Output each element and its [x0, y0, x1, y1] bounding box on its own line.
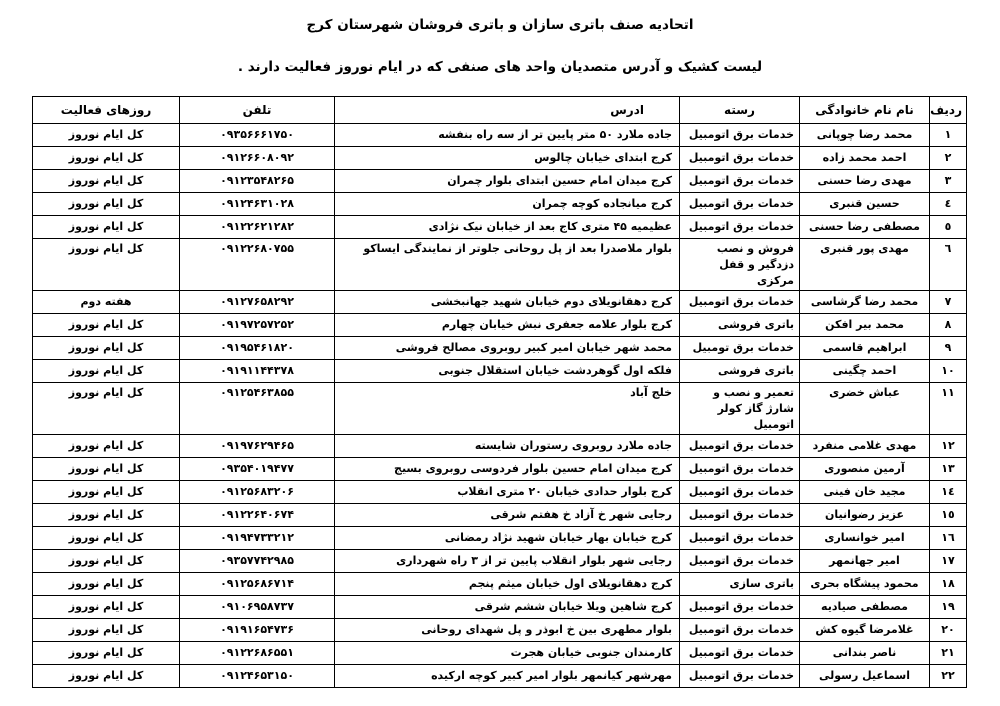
cell-address: کرج دهقانویلای اول خیابان میثم پنجم	[335, 573, 680, 596]
cell-row-number: ۱٥	[930, 504, 967, 527]
cell-address: کرج میدان امام حسین بلوار فردوسی روبروی بسیج	[335, 458, 680, 481]
cell-address: مهرشهر کیانمهر بلوار امیر کبیر کوچه ارکیده	[335, 665, 680, 688]
cell-address: خلج آباد	[335, 383, 680, 435]
cell-category: خدمات برق اتومبیل	[680, 665, 800, 688]
cell-days: کل ایام نوروز	[33, 216, 180, 239]
cell-category: خدمات برق اتومبیل	[680, 619, 800, 642]
cell-name: عزیز رضوانیان	[800, 504, 930, 527]
cell-category: خدمات برق اتومبیل	[680, 527, 800, 550]
cell-days: کل ایام نوروز	[33, 170, 180, 193]
table-row	[33, 481, 967, 504]
table-row	[33, 170, 967, 193]
cell-category: خدمات برق اتومبیل	[680, 504, 800, 527]
cell-days: کل ایام نوروز	[33, 193, 180, 216]
cell-days: کل ایام نوروز	[33, 504, 180, 527]
table-row	[33, 504, 967, 527]
cell-row-number: ۱۲	[930, 435, 967, 458]
header-name: نام نام خانوادگی	[800, 97, 930, 124]
cell-days: کل ایام نوروز	[33, 550, 180, 573]
cell-phone: ۰۹۱۲۶۶۰۸۰۹۲	[180, 147, 335, 170]
cell-address: کرج دهقانویلای دوم خیابان شهید جهانبخشی	[335, 291, 680, 314]
cell-days: کل ایام نوروز	[33, 573, 180, 596]
cell-address: عظیمیه ۴۵ متری کاج بعد از خیابان نیک نژادی	[335, 216, 680, 239]
cell-category: خدمات برق ائومبیل	[680, 481, 800, 504]
cell-row-number: ۱۰	[930, 360, 967, 383]
cell-name: مصطفی صیادیه	[800, 596, 930, 619]
cell-row-number: ۲۱	[930, 642, 967, 665]
cell-name: مجید خان فینی	[800, 481, 930, 504]
cell-row-number: ۱۱	[930, 383, 967, 435]
cell-row-number: ٦	[930, 239, 967, 291]
cell-row-number: ۲۰	[930, 619, 967, 642]
cell-days: هفته دوم	[33, 291, 180, 314]
cell-name: عباش خضری	[800, 383, 930, 435]
cell-phone: ۰۹۱۲۴۶۳۱۰۲۸	[180, 193, 335, 216]
cell-days: کل ایام نوروز	[33, 360, 180, 383]
table-row	[33, 124, 967, 147]
cell-row-number: ۱	[930, 124, 967, 147]
roster-table	[32, 96, 967, 688]
cell-phone: ۰۹۱۹۷۲۵۷۲۵۲	[180, 314, 335, 337]
cell-address: جاده ملارد ۵۰ متر پایین تر از سه راه بنفشه	[335, 124, 680, 147]
cell-name: محمد رضا چوپانی	[800, 124, 930, 147]
cell-days: کل ایام نوروز	[33, 619, 180, 642]
cell-phone: ۰۹۱۲۲۶۲۱۲۸۲	[180, 216, 335, 239]
cell-days: کل ایام نوروز	[33, 147, 180, 170]
table-row	[33, 193, 967, 216]
table-row	[33, 550, 967, 573]
cell-address: بلوار ملاصدرا بعد از پل روحانی جلوتر از نمایندگی ایساکو	[335, 239, 680, 291]
header-address: ادرس	[335, 97, 680, 124]
cell-phone: ۰۹۱۹۱۶۵۴۷۳۶	[180, 619, 335, 642]
cell-name: حسین قنبری	[800, 193, 930, 216]
cell-name: امیر خوانساری	[800, 527, 930, 550]
cell-name: احمد چگینی	[800, 360, 930, 383]
document-title: اتحادیه صنف باتری سازان و باتری فروشان شهرستان کرج	[306, 17, 694, 33]
cell-phone: ۰۹۱۰۶۹۵۸۷۳۷	[180, 596, 335, 619]
cell-phone: ۰۹۳۵۷۷۴۲۹۸۵	[180, 550, 335, 573]
cell-days: کل ایام نوروز	[33, 124, 180, 147]
cell-category: خدمات برق اتومبیل	[680, 124, 800, 147]
table-row	[33, 383, 967, 435]
cell-category: خدمات برق اتومبیل	[680, 170, 800, 193]
cell-row-number: ۸	[930, 314, 967, 337]
cell-row-number: ٤	[930, 193, 967, 216]
cell-days: کل ایام نوروز	[33, 527, 180, 550]
table-row	[33, 147, 967, 170]
table-row	[33, 337, 967, 360]
cell-name: محمد رضا گرشاسی	[800, 291, 930, 314]
cell-phone: ۰۹۱۹۴۷۳۳۲۱۲	[180, 527, 335, 550]
cell-phone: ۰۹۱۹۷۶۲۹۴۶۵	[180, 435, 335, 458]
cell-category: خدمات برق اتومبیل	[680, 550, 800, 573]
cell-name: احمد محمد زاده	[800, 147, 930, 170]
cell-address: کرج بلوار علامه جعفری نبش خیابان چهارم	[335, 314, 680, 337]
cell-row-number: ۱۹	[930, 596, 967, 619]
cell-name: مهدی غلامی منفرد	[800, 435, 930, 458]
cell-name: ناصر بندانی	[800, 642, 930, 665]
table-row	[33, 360, 967, 383]
table-row	[33, 216, 967, 239]
table-row	[33, 458, 967, 481]
cell-name: محمد بیر افکن	[800, 314, 930, 337]
cell-days: کل ایام نوروز	[33, 337, 180, 360]
cell-address: فلکه اول گوهردشت خیابان استقلال جنوبی	[335, 360, 680, 383]
cell-address: کرج میدان امام حسین ابتدای بلوار چمران	[335, 170, 680, 193]
cell-category: باتری فروشی	[680, 360, 800, 383]
cell-row-number: ۲۲	[930, 665, 967, 688]
cell-address: بلوار مطهری بین خ ابوذر و پل شهدای روحانی	[335, 619, 680, 642]
table-row	[33, 665, 967, 688]
cell-category: خدمات برق اتومبیل	[680, 147, 800, 170]
cell-days: کل ایام نوروز	[33, 642, 180, 665]
cell-name: محمود پیشگاه بحری	[800, 573, 930, 596]
cell-phone: ۰۹۱۲۵۶۸۶۷۱۴	[180, 573, 335, 596]
cell-row-number: ۱٤	[930, 481, 967, 504]
cell-name: مهدی رضا حسنی	[800, 170, 930, 193]
cell-phone: ۰۹۱۲۷۶۵۸۲۹۲	[180, 291, 335, 314]
table-row	[33, 527, 967, 550]
cell-category: خدمات برق اتومبیل	[680, 435, 800, 458]
cell-category: تعمیر و نصب و شارژ گاز کولر اتومبیل	[680, 383, 800, 435]
cell-address: جاده ملارد روبروی رستوران شایسته	[335, 435, 680, 458]
cell-address: کرج خیابان بهار خیابان شهید نژاد رمضانی	[335, 527, 680, 550]
cell-days: کل ایام نوروز	[33, 458, 180, 481]
cell-category: باتری فروشی	[680, 314, 800, 337]
cell-row-number: ۱۷	[930, 550, 967, 573]
cell-name: امیر جهانمهر	[800, 550, 930, 573]
cell-phone: ۰۹۳۵۶۶۶۱۷۵۰	[180, 124, 335, 147]
cell-category: فروش و نصب دزدگیر و قفل مرکزی	[680, 239, 800, 291]
cell-row-number: ۷	[930, 291, 967, 314]
cell-days: کل ایام نوروز	[33, 314, 180, 337]
cell-address: کرج شاهین ویلا خیابان ششم شرقی	[335, 596, 680, 619]
table-row	[33, 596, 967, 619]
table-body	[33, 124, 967, 688]
cell-phone: ۰۹۱۹۵۴۶۱۸۲۰	[180, 337, 335, 360]
table-row	[33, 573, 967, 596]
cell-category: باتری سازی	[680, 573, 800, 596]
table-row	[33, 291, 967, 314]
cell-phone: ۰۹۱۲۴۶۵۳۱۵۰	[180, 665, 335, 688]
cell-phone: ۰۹۱۲۳۵۴۸۲۶۵	[180, 170, 335, 193]
cell-name: مهدی پور قنبری	[800, 239, 930, 291]
header-radif: ردیف	[930, 97, 967, 124]
cell-phone: ۰۹۱۲۲۶۸۰۷۵۵	[180, 239, 335, 291]
cell-days: کل ایام نوروز	[33, 383, 180, 435]
document-subtitle: لیست کشیک و آدرس متصدیان واحد های صنفی که در ایام نوروز فعالیت دارند .	[237, 59, 763, 75]
cell-row-number: ٥	[930, 216, 967, 239]
cell-phone: ۰۹۱۲۲۶۴۰۶۷۴	[180, 504, 335, 527]
table-row	[33, 239, 967, 291]
cell-days: کل ایام نوروز	[33, 596, 180, 619]
cell-days: کل ایام نوروز	[33, 435, 180, 458]
table-row	[33, 314, 967, 337]
cell-address: محمد شهر خیابان امیر کبیر روبروی مصالح فروشی	[335, 337, 680, 360]
cell-name: غلامرضا گیوه کش	[800, 619, 930, 642]
cell-category: خدمات برق اتومبیل	[680, 458, 800, 481]
cell-category: خدمات برق تومبیل	[680, 337, 800, 360]
cell-address: رجایی شهر خ آزاد خ هفتم شرقی	[335, 504, 680, 527]
cell-address: رجایی شهر بلوار انقلاب پایین تر از ۳ راه شهرداری	[335, 550, 680, 573]
table-row	[33, 642, 967, 665]
cell-category: خدمات برق اتومبیل	[680, 193, 800, 216]
cell-phone: ۰۹۱۲۵۴۶۳۸۵۵	[180, 383, 335, 435]
cell-row-number: ۹	[930, 337, 967, 360]
cell-address: کرج ابتدای خیابان چالوس	[335, 147, 680, 170]
cell-address: کرج بلوار حدادی خیابان ۲۰ متری انقلاب	[335, 481, 680, 504]
table-row	[33, 619, 967, 642]
cell-category: خدمات برق اتومبیل	[680, 596, 800, 619]
cell-name: مصطفی رضا حسنی	[800, 216, 930, 239]
cell-name: اسماعیل رسولی	[800, 665, 930, 688]
cell-category: خدمات برق اتومبیل	[680, 642, 800, 665]
cell-days: کل ایام نوروز	[33, 665, 180, 688]
header-row	[33, 97, 967, 124]
cell-row-number: ۱۳	[930, 458, 967, 481]
cell-address: کرج میانجاده کوچه چمران	[335, 193, 680, 216]
cell-category: خدمات برق اتومبیل	[680, 216, 800, 239]
cell-days: کل ایام نوروز	[33, 239, 180, 291]
cell-row-number: ۱۸	[930, 573, 967, 596]
cell-name: آرمین منصوری	[800, 458, 930, 481]
cell-phone: ۰۹۳۵۴۰۱۹۴۷۷	[180, 458, 335, 481]
cell-phone: ۰۹۱۲۲۶۸۶۵۵۱	[180, 642, 335, 665]
header-category: رسته	[680, 97, 800, 124]
cell-phone: ۰۹۱۹۱۱۴۴۳۷۸	[180, 360, 335, 383]
cell-category: خدمات برق اتومبیل	[680, 291, 800, 314]
table-row	[33, 435, 967, 458]
header-phone: تلفن	[180, 97, 335, 124]
cell-phone: ۰۹۱۲۵۶۸۳۲۰۶	[180, 481, 335, 504]
cell-row-number: ۲	[930, 147, 967, 170]
cell-name: ابراهیم قاسمی	[800, 337, 930, 360]
header-days: روزهای فعالیت	[33, 97, 180, 124]
cell-address: کارمندان جنوبی خیابان هجرت	[335, 642, 680, 665]
cell-days: کل ایام نوروز	[33, 481, 180, 504]
cell-row-number: ۳	[930, 170, 967, 193]
cell-row-number: ۱٦	[930, 527, 967, 550]
